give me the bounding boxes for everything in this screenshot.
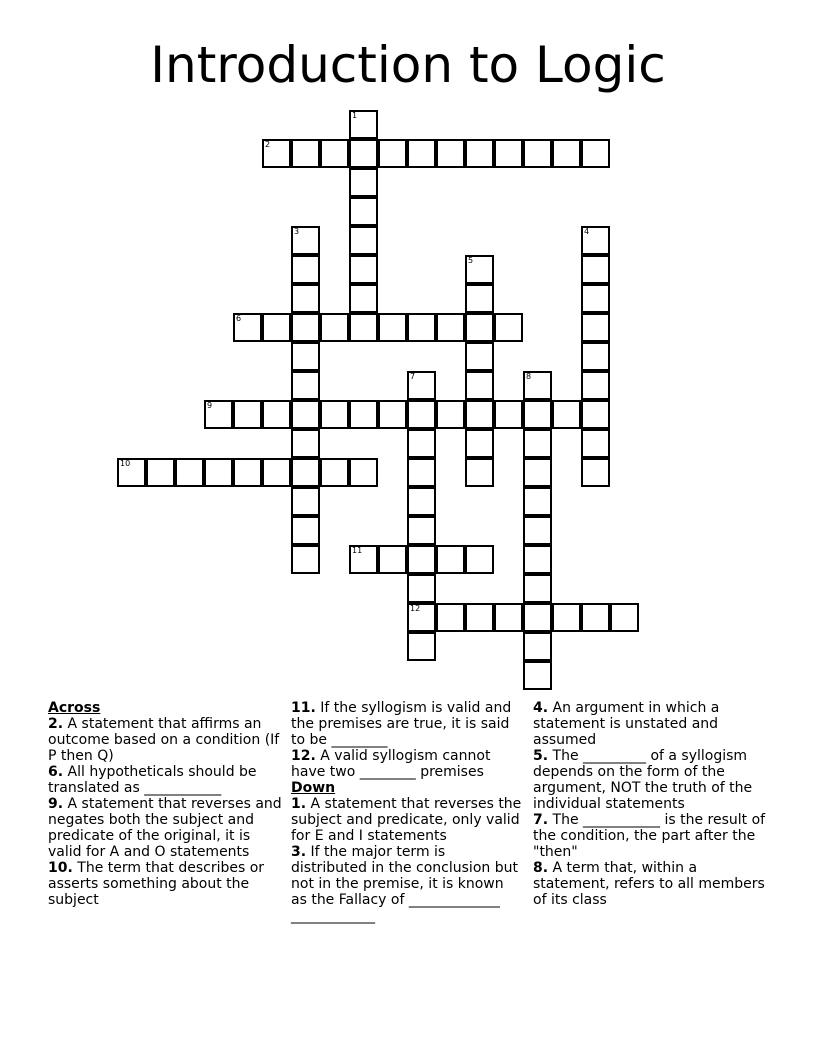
clues-column-1 — [48, 700, 283, 908]
grid-cell[interactable] — [523, 574, 552, 603]
grid-cell[interactable] — [581, 458, 610, 487]
grid-cell[interactable] — [349, 168, 378, 197]
grid-cell[interactable] — [523, 661, 552, 690]
cell-number: 11 — [352, 546, 363, 555]
clue-across-11 — [291, 700, 523, 748]
clue-text: If the major term is distributed in the conclusion but not in the premise, it is known as the Fallacy of _____________ ____________ — [291, 844, 518, 924]
grid-cell[interactable] — [291, 139, 320, 168]
grid-cell[interactable] — [523, 400, 552, 429]
grid-cell[interactable] — [291, 255, 320, 284]
cell-number: 1 — [352, 111, 358, 120]
clue-number: 1. — [291, 796, 307, 812]
grid-cell[interactable] — [581, 342, 610, 371]
grid-cell[interactable] — [349, 400, 378, 429]
grid-cell[interactable] — [291, 545, 320, 574]
clue-text: If the syllogism is valid and the premises are true, it is said to be ________ — [291, 700, 512, 748]
grid-cell[interactable] — [523, 632, 552, 661]
grid-cell[interactable] — [349, 545, 378, 574]
clue-across-6 — [48, 764, 283, 796]
grid-cell[interactable] — [494, 139, 523, 168]
grid-cell[interactable] — [552, 400, 581, 429]
grid-cell[interactable] — [320, 400, 349, 429]
grid-cell[interactable] — [407, 632, 436, 661]
clue-down-8 — [533, 860, 773, 908]
clue-across-2 — [48, 716, 283, 764]
grid-cell[interactable] — [407, 139, 436, 168]
clue-text: A statement that affirms an outcome based on a condition (If P then Q) — [48, 716, 280, 764]
grid-cell[interactable] — [465, 545, 494, 574]
grid-cell[interactable] — [407, 574, 436, 603]
grid-cell[interactable] — [465, 458, 494, 487]
grid-cell[interactable] — [523, 516, 552, 545]
clue-number: 12. — [291, 748, 316, 764]
grid-cell[interactable] — [581, 371, 610, 400]
clue-number: 11. — [291, 700, 316, 716]
grid-cell[interactable] — [407, 545, 436, 574]
grid-cell[interactable] — [436, 603, 465, 632]
grid-cell[interactable] — [465, 284, 494, 313]
grid-cell[interactable] — [465, 429, 494, 458]
grid-cell[interactable] — [523, 487, 552, 516]
grid-cell[interactable] — [407, 371, 436, 400]
grid-cell[interactable] — [552, 603, 581, 632]
clue-number: 7. — [533, 812, 549, 828]
clue-text: The ___________ is the result of the condition, the part after the "then" — [533, 812, 766, 860]
down-heading: Down — [291, 780, 336, 796]
cell-number: 9 — [207, 401, 213, 410]
grid-cell[interactable] — [378, 400, 407, 429]
grid-cell[interactable] — [407, 516, 436, 545]
clue-number: 4. — [533, 700, 549, 716]
clue-across-9 — [48, 796, 283, 860]
cell-number: 5 — [468, 256, 474, 265]
grid-cell[interactable] — [610, 603, 639, 632]
grid-cell[interactable] — [349, 110, 378, 139]
cell-number: 10 — [120, 459, 131, 468]
clues-column-2 — [291, 700, 523, 924]
grid-cell[interactable] — [291, 458, 320, 487]
puzzle-title: Introduction to Logic — [150, 36, 666, 94]
grid-cell[interactable] — [581, 603, 610, 632]
grid-cell[interactable] — [349, 313, 378, 342]
grid-cell[interactable] — [349, 226, 378, 255]
grid-cell[interactable] — [233, 458, 262, 487]
grid-cell[interactable] — [465, 313, 494, 342]
clue-down-5 — [533, 748, 773, 812]
grid-cell[interactable] — [262, 139, 291, 168]
grid-cell[interactable] — [378, 545, 407, 574]
grid-cell[interactable] — [407, 400, 436, 429]
grid-cell[interactable] — [552, 139, 581, 168]
grid-cell[interactable] — [262, 313, 291, 342]
grid-cell[interactable] — [349, 284, 378, 313]
grid-cell[interactable] — [320, 458, 349, 487]
grid-cell[interactable] — [436, 313, 465, 342]
clue-text: A statement that reverses the subject and predicate, only valid for E and I statements — [291, 796, 522, 844]
grid-cell[interactable] — [523, 603, 552, 632]
clue-down-1 — [291, 796, 523, 844]
grid-cell[interactable] — [262, 458, 291, 487]
grid-cell[interactable] — [204, 458, 233, 487]
clue-down-4 — [533, 700, 773, 748]
grid-cell[interactable] — [291, 487, 320, 516]
clue-number: 8. — [533, 860, 549, 876]
clues-column-3 — [533, 700, 773, 908]
grid-cell[interactable] — [523, 139, 552, 168]
clue-text: The term that describes or asserts something about the subject — [48, 860, 265, 908]
grid-cell[interactable] — [465, 139, 494, 168]
grid-cell[interactable] — [349, 139, 378, 168]
grid-cell[interactable] — [407, 429, 436, 458]
cell-number: 6 — [236, 314, 242, 323]
grid-cell[interactable] — [581, 429, 610, 458]
grid-cell[interactable] — [407, 458, 436, 487]
grid-cell[interactable] — [146, 458, 175, 487]
grid-cell[interactable] — [581, 226, 610, 255]
grid-cell[interactable] — [436, 139, 465, 168]
clue-across-12 — [291, 748, 523, 780]
grid-cell[interactable] — [494, 313, 523, 342]
clue-number: 3. — [291, 844, 307, 860]
grid-cell[interactable] — [378, 139, 407, 168]
grid-cell[interactable] — [581, 313, 610, 342]
grid-cell[interactable] — [523, 545, 552, 574]
grid-cell[interactable] — [291, 400, 320, 429]
grid-cell[interactable] — [465, 342, 494, 371]
cell-number: 2 — [265, 140, 271, 149]
crossword-grid — [117, 110, 642, 693]
grid-cell[interactable] — [581, 284, 610, 313]
clue-text: The _________ of a syllogism depends on the form of the argument, NOT the truth of the individual statements — [533, 748, 753, 812]
clue-down-3 — [291, 844, 523, 924]
grid-cell[interactable] — [320, 313, 349, 342]
grid-cell[interactable] — [117, 458, 146, 487]
clue-number: 5. — [533, 748, 549, 764]
grid-cell[interactable] — [291, 313, 320, 342]
grid-cell[interactable] — [291, 516, 320, 545]
grid-cell[interactable] — [407, 487, 436, 516]
grid-cell[interactable] — [320, 139, 349, 168]
grid-cell[interactable] — [233, 400, 262, 429]
grid-cell[interactable] — [349, 255, 378, 284]
grid-cell[interactable] — [291, 429, 320, 458]
grid-cell[interactable] — [465, 400, 494, 429]
clue-text: A term that, within a statement, refers to all members of its class — [533, 860, 765, 908]
cell-number: 12 — [410, 604, 421, 613]
clue-number: 2. — [48, 716, 64, 732]
grid-cell[interactable] — [581, 400, 610, 429]
grid-cell[interactable] — [204, 400, 233, 429]
grid-cell[interactable] — [349, 197, 378, 226]
grid-cell[interactable] — [378, 313, 407, 342]
grid-cell[interactable] — [291, 284, 320, 313]
grid-cell[interactable] — [436, 400, 465, 429]
grid-cell[interactable] — [523, 371, 552, 400]
clue-text: A valid syllogism cannot have two ________ premises — [291, 748, 491, 780]
grid-cell[interactable] — [494, 400, 523, 429]
cell-number: 8 — [526, 372, 532, 381]
clue-number: 10. — [48, 860, 73, 876]
grid-cell[interactable] — [465, 603, 494, 632]
grid-cell[interactable] — [465, 255, 494, 284]
grid-cell[interactable] — [465, 371, 494, 400]
grid-cell[interactable] — [494, 603, 523, 632]
cell-number: 3 — [294, 227, 300, 236]
grid-cell[interactable] — [523, 458, 552, 487]
across-heading: Across — [48, 700, 101, 716]
grid-cell[interactable] — [523, 429, 552, 458]
grid-cell[interactable] — [349, 458, 378, 487]
cell-number: 4 — [584, 227, 590, 236]
clue-text: All hypotheticals should be translated as ___________ — [48, 764, 257, 796]
grid-cell[interactable] — [581, 255, 610, 284]
grid-cell[interactable] — [175, 458, 204, 487]
grid-cell[interactable] — [291, 342, 320, 371]
grid-cell[interactable] — [291, 371, 320, 400]
clue-across-10 — [48, 860, 283, 908]
clue-number: 6. — [48, 764, 64, 780]
grid-cell[interactable] — [407, 313, 436, 342]
clue-text: A statement that reverses and negates both the subject and predicate of the original, it is valid for A and O statements — [48, 796, 282, 860]
grid-cell[interactable] — [436, 545, 465, 574]
clue-text: An argument in which a statement is unstated and assumed — [533, 700, 720, 748]
grid-cell[interactable] — [291, 226, 320, 255]
clue-down-7 — [533, 812, 773, 860]
grid-cell[interactable] — [581, 139, 610, 168]
grid-cell[interactable] — [233, 313, 262, 342]
cell-number: 7 — [410, 372, 416, 381]
clue-number: 9. — [48, 796, 64, 812]
grid-cell[interactable] — [407, 603, 436, 632]
grid-cell[interactable] — [262, 400, 291, 429]
